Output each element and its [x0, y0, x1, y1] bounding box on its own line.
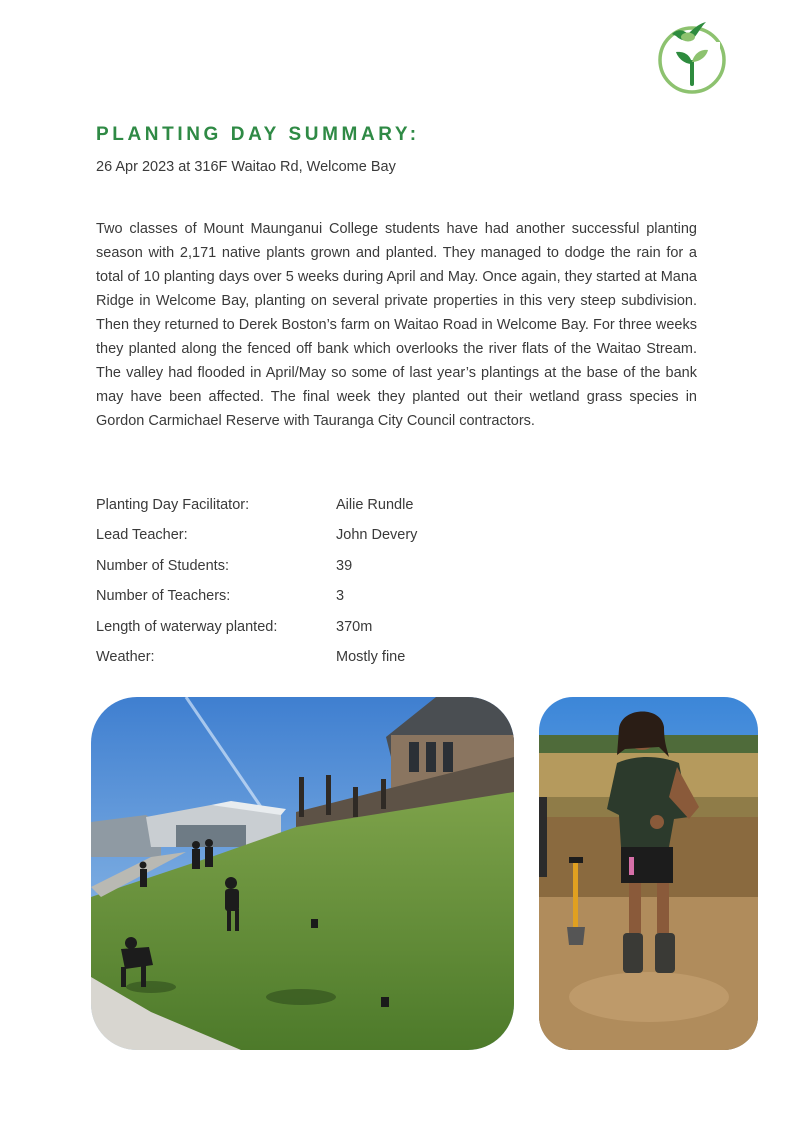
detail-row-teachers: [96, 588, 596, 618]
planting-details-list: [96, 497, 596, 679]
detail-value: Mostly fine: [336, 648, 406, 665]
detail-label: Weather:: [96, 648, 155, 665]
detail-label: Length of waterway planted:: [96, 618, 278, 635]
date-location-subtitle: 26 Apr 2023 at 316F Waitao Rd, Welcome Bay: [96, 159, 396, 175]
detail-value: Ailie Rundle: [336, 497, 414, 513]
page-title: PLANTING DAY SUMMARY:: [96, 124, 420, 145]
detail-value: 3: [336, 588, 345, 605]
detail-row-waterway-length: [96, 619, 596, 649]
detail-value: John Devery: [336, 527, 418, 544]
detail-value: 39: [336, 557, 353, 574]
seedling-bird-logo-icon: [654, 18, 730, 98]
detail-value: 370m: [336, 618, 373, 635]
detail-label: Number of Teachers:: [96, 588, 231, 605]
detail-label: Planting Day Facilitator:: [96, 497, 250, 513]
detail-row-facilitator: [96, 497, 596, 527]
detail-row-weather: [96, 649, 596, 679]
summary-paragraph: Two classes of Mount Maunganui College students have had another successful planting season with 2,171 native plants grown and planted. They managed to dodge the rain for a total of 10 planting days over 5 weeks during April and May. Once again, they started at Mana Ridge in Welcome Bay, planting on several private properties in this very steep subdivision. Then they returned to Derek Boston’s farm on Waitao Road in Welcome Bay. For three weeks they planted along the fenced off bank which overlooks the river flats of the Waitao Stream. The valley had flooded in April/May so some of last year’s plantings at the base of the bank may have been affected. The final week they planted out their wetland grass species in Gordon Carmichael Reserve with Tauranga City Council contractors.: [96, 221, 697, 429]
detail-label: Number of Students:: [96, 557, 229, 574]
planting-bank-photo: [91, 697, 514, 1050]
detail-row-students: [96, 558, 596, 588]
student-thumbs-up-photo: [539, 697, 758, 1050]
detail-label: Lead Teacher:: [96, 527, 188, 544]
detail-row-lead-teacher: [96, 527, 596, 557]
